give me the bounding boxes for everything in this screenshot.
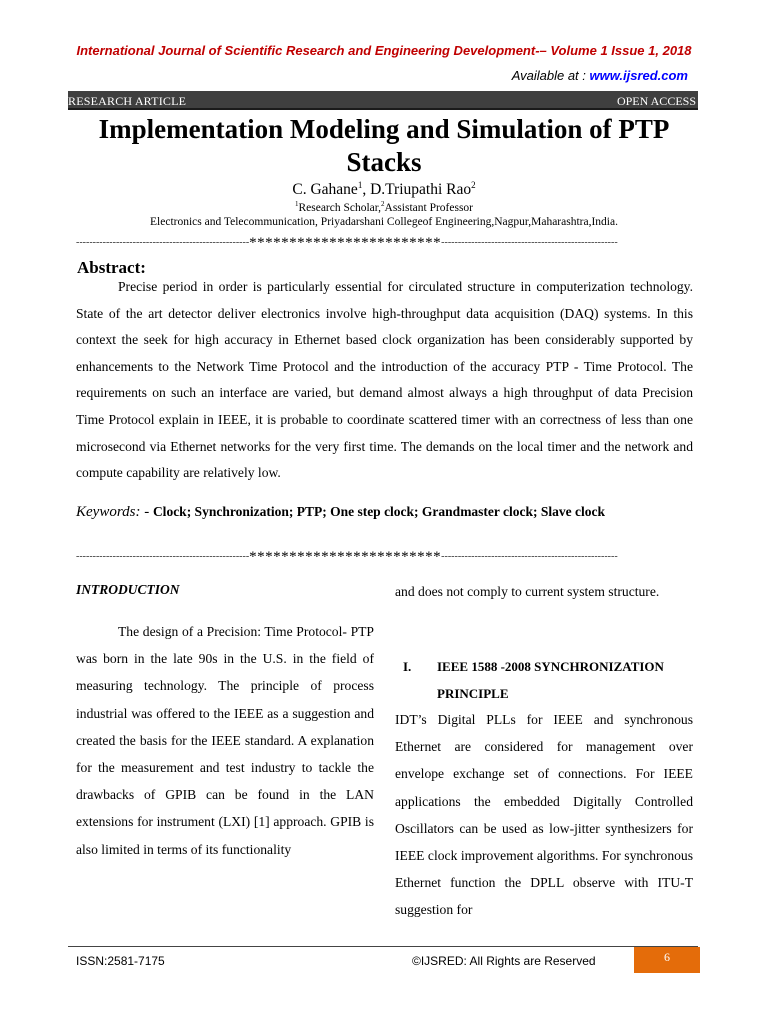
introduction-body-text: The design of a Precision: Time Protocol- PTP was born in the late 90s in the U.S. in the field of measuring technology. The principle of process industrial was offered to the IEEE as a suggestion and created the basis for the IEEE standard. A explanation for the measurement and test industry to tackle the drawbacks of GPIB can be found in the LAN extensions for instrument (LXI) [1] approach. GPIB is also limited in terms of its functionality: [76, 624, 374, 857]
section-heading: [403, 654, 693, 707]
abstract-body-text: Precise period in order is particularly essential for circulated structure in computerization technology. State of the art detector deliver electronics involve high-throughput data acquisition (DAQ) systems. In this context the seek for high accuracy in Ethernet based clock organization has been considerably supported by enhancements to the Network Time Protocol and the introduction of the accuracy PTP - Time Protocol. The requirements on such an interface are varied, but demand almost always a high throughput of data Precision Time Protocol explain in IEEE, it is probable to coordinate scattered timer with an correctness of less than one microsecond via Ethernet networks for the very first time. The demands on the local timer and the network and compute capability are relatively low.: [76, 279, 693, 481]
section-separator: [76, 233, 688, 250]
keywords-line: [76, 504, 605, 521]
availability-line: [512, 68, 688, 83]
role-text: Assistant Professor: [384, 201, 474, 214]
author-separator: ,: [362, 181, 371, 199]
section-number: I.: [403, 659, 412, 674]
journal-header: International Journal of Scientific Research and Engineering Development-– Volume 1 Issue 1, 2018: [76, 43, 692, 58]
footer-divider: [68, 946, 698, 947]
research-article-label: RESEARCH ARTICLE: [68, 94, 187, 108]
separator-stars: ************************: [249, 549, 442, 564]
author-name: D.Triupathi Rao: [370, 181, 472, 199]
paper-title: Implementation Modeling and Simulation of PTP Stacks: [98, 114, 670, 177]
introduction-continuation: and does not comply to current system structure.: [395, 584, 660, 599]
role-mark: 2: [381, 200, 385, 208]
keywords-label: Keywords: -: [76, 504, 153, 520]
author-affiliation-mark: 1: [357, 180, 363, 190]
keywords-values: Clock; Synchronization; PTP; One step clock; Grandmaster clock; Slave clock: [152, 504, 606, 519]
author-affiliation-mark: 2: [471, 180, 476, 190]
open-access-label: OPEN ACCESS: [616, 94, 696, 108]
role-mark: 1: [294, 200, 299, 208]
issn-label: ISSN:2581-7175: [76, 954, 165, 968]
affiliation: Electronics and Telecommunication, Priyadarshani Collegeof Engineering,Nagpur,Maharashtra,India.: [150, 216, 618, 228]
section-separator: [76, 547, 688, 564]
author-name: C. Gahane: [292, 181, 358, 199]
abstract-text: [76, 274, 693, 487]
separator-dashes: -----------------------------------------------------: [441, 551, 618, 562]
abstract-heading: Abstract:: [77, 258, 146, 277]
introduction-text: [76, 618, 374, 863]
section-heading-line: IEEE 1588 -2008 SYNCHRONIZATION: [437, 659, 664, 674]
separator-dashes: ----------------------------------------------------: [76, 551, 250, 562]
article-type-banner: [68, 91, 698, 110]
author-line: [0, 180, 768, 199]
section-body-text: IDT’s Digital PLLs for IEEE and synchronous Ethernet are considered for management over envelope exchange set of connections. For IEEE applications the embedded Digitally Controlled Oscillators can be used as low-jitter synthesizers for IEEE clock improvement algorithms. For synchronous Ethernet function the DPLL observe with ITU-T suggestion for: [395, 712, 693, 918]
separator-dashes: -----------------------------------------------------: [441, 237, 618, 248]
copyright-notice: ©IJSRED: All Rights are Reserved: [412, 954, 596, 968]
role-text: Research Scholar,: [298, 201, 382, 214]
page-number: 6: [634, 947, 700, 973]
author-roles: [0, 200, 768, 214]
separator-stars: ************************: [249, 235, 442, 250]
available-label: Available at :: [511, 68, 590, 83]
separator-dashes: ----------------------------------------------------: [76, 237, 250, 248]
journal-url-link[interactable]: www.ijsred.com: [589, 68, 688, 83]
section-heading-line: PRINCIPLE: [437, 685, 509, 701]
introduction-heading: INTRODUCTION: [76, 582, 180, 597]
